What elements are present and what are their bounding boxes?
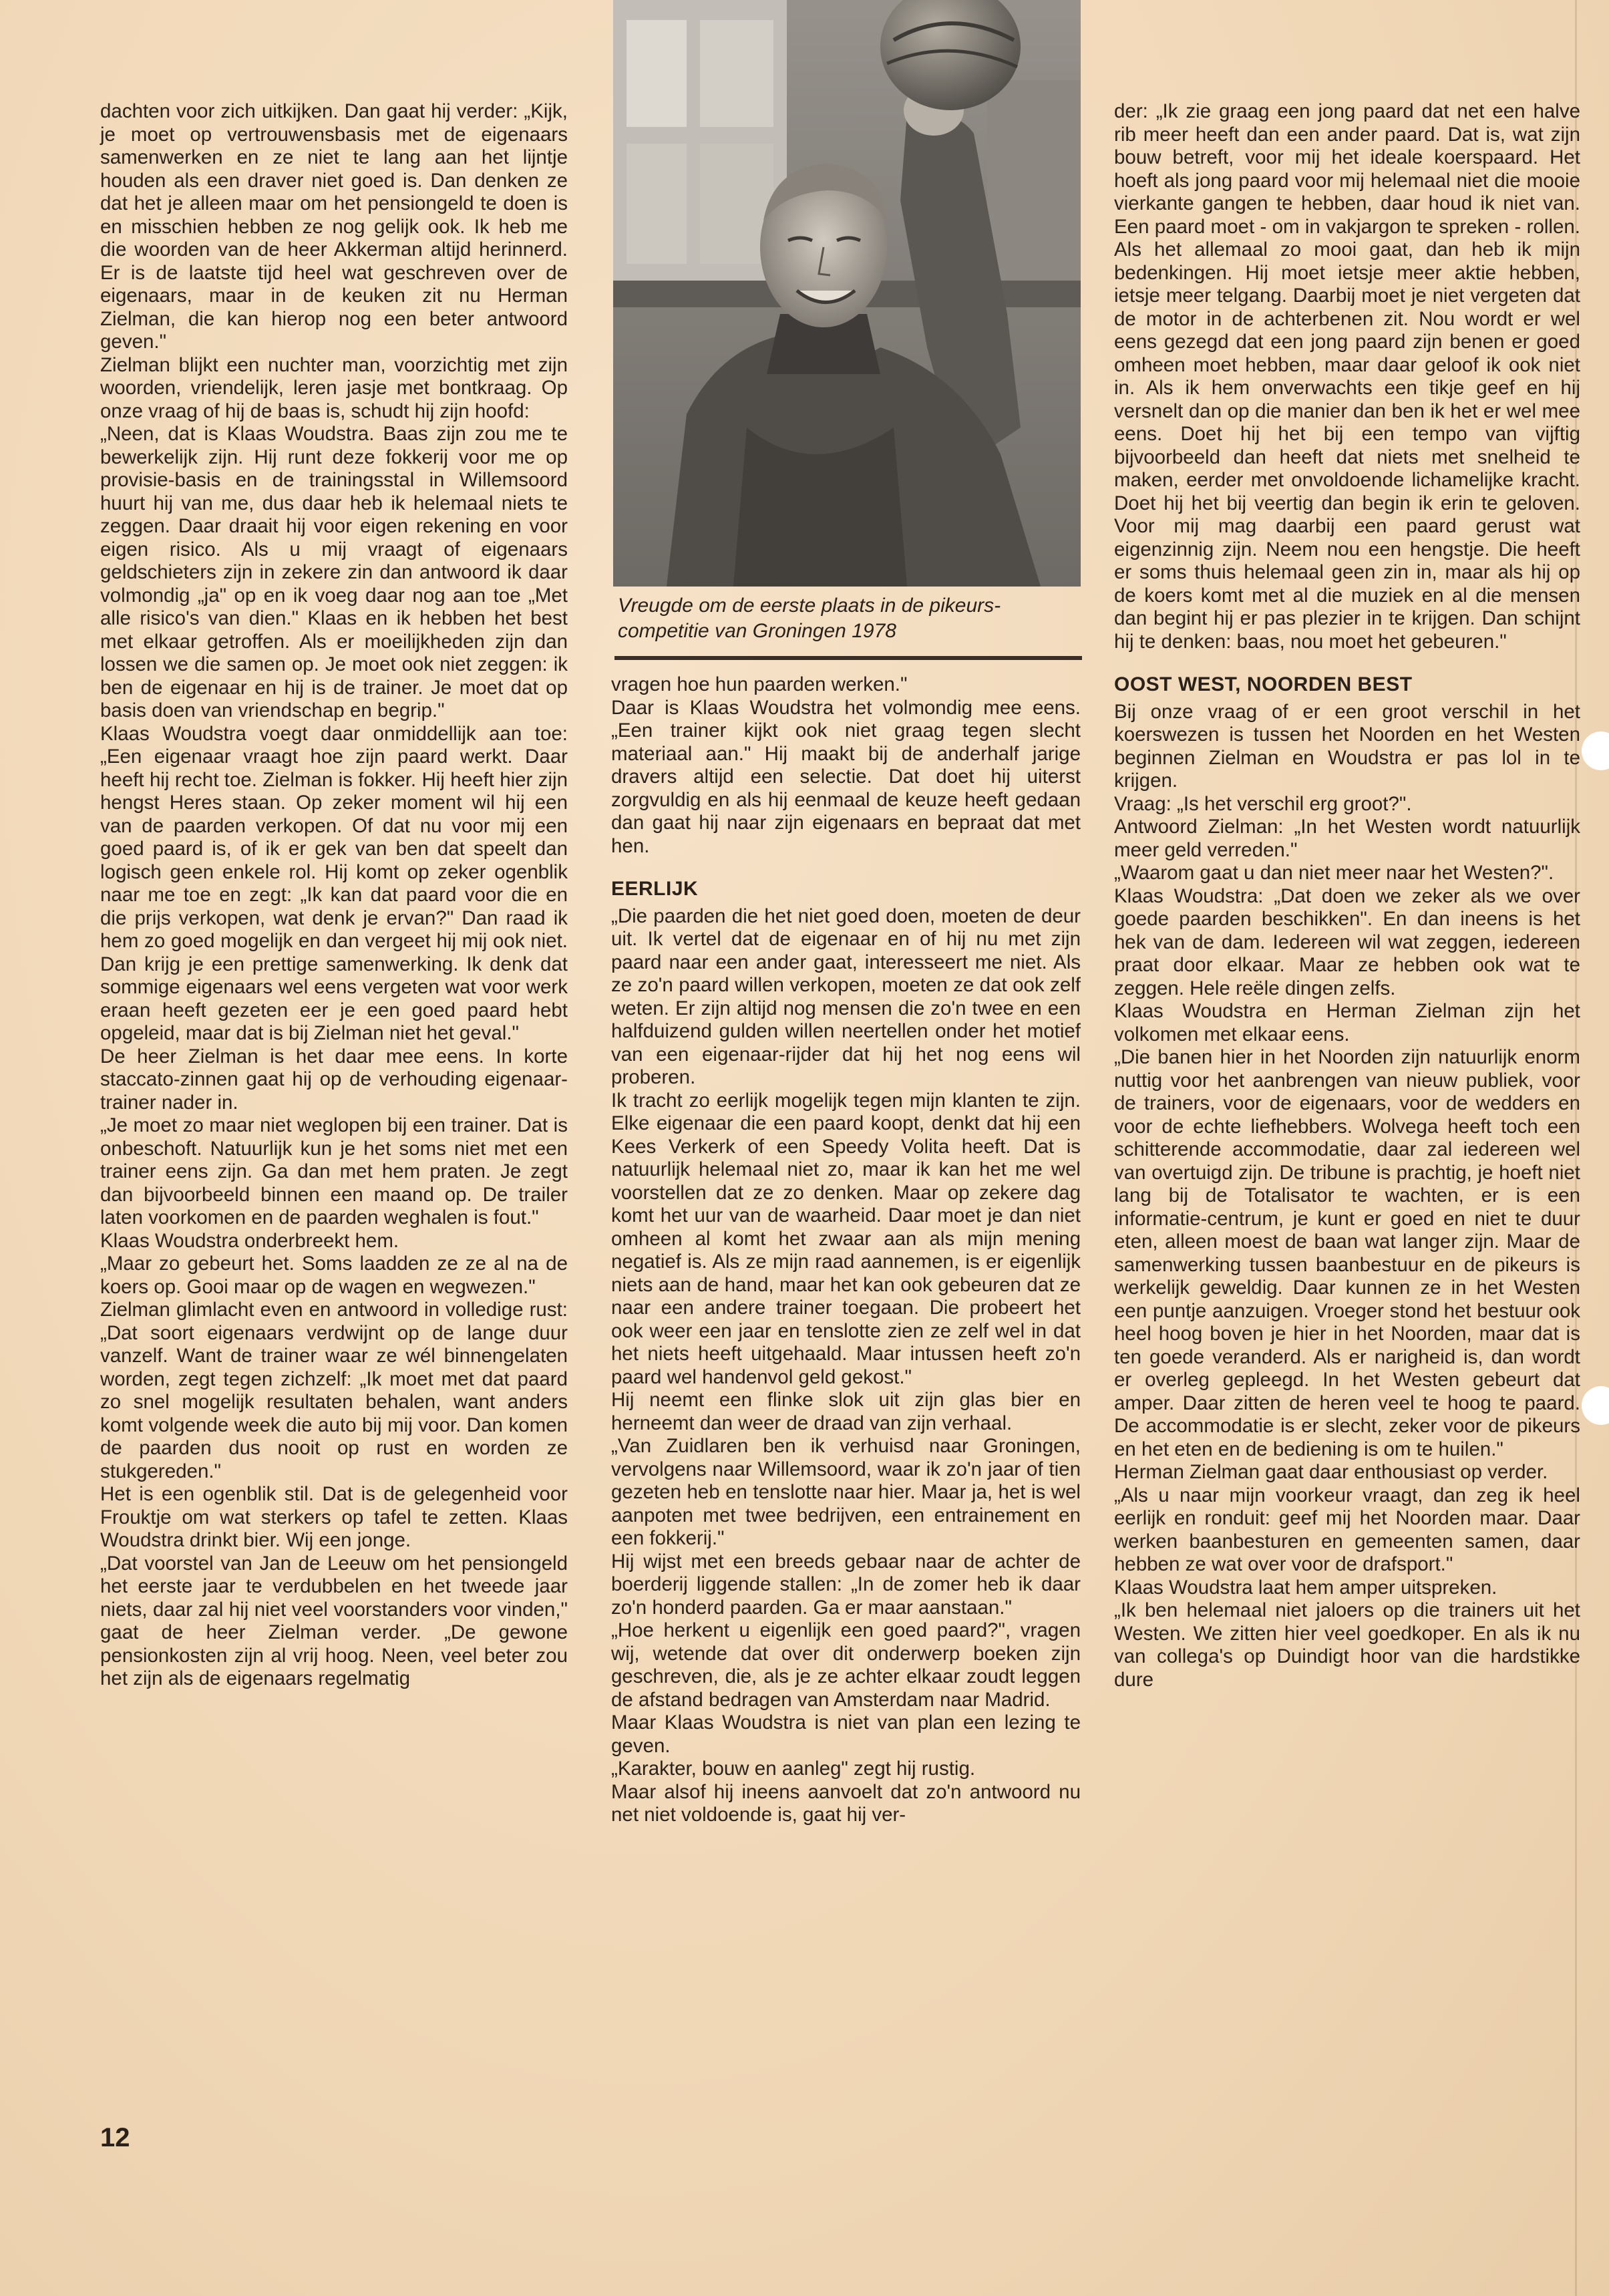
paragraph: Zielman blijkt een nuchter man, voorzichtig met zijn woorden, vriendelijk, leren jasje met bontkraag. Op onze vraag of hij de baas is, schudt hij zijn hoofd: (100, 353, 568, 422)
caption-line: competitie van Groningen 1978 (618, 620, 896, 642)
subheading-oost-west: OOST WEST, NOORDEN BEST (1114, 673, 1413, 695)
article-column-middle (611, 673, 1081, 1827)
paragraph: „Dat voorstel van Jan de Leeuw om het pensiongeld het eerste jaar te verdubbelen en het tweede jaar niets, daar zal hij niet veel voorstanders voor vinden," gaat de heer Zielman verder. „De gewone pensionkosten zijn al vrij hoog. Neen, veel beter zou het zijn als de eigenaars regelmatig (100, 1552, 568, 1689)
paragraph: Klaas Woudstra onderbreekt hem. (100, 1229, 399, 1252)
paragraph: Maar Klaas Woudstra is niet van plan een lezing te geven. (611, 1711, 1081, 1757)
paragraph: „Van Zuidlaren ben ik verhuisd naar Groningen, vervolgens naar Willemsoord, waar ik zo'n jaar of tien gezeten heb en tenslotte naar hier. Maar ja, het is wel aanpoten met twee bedrijven, een entrainement en een fokkerij." (611, 1435, 1081, 1549)
paragraph: „Die paarden die het niet goed doen, moeten de deur uit. Ik vertel dat de eigenaar en of hij nu met zijn paard naar een ander gaat, interesseert me niet. Als ze zo'n paard willen verkopen, moeten ze dat ook zelf weten. Er zijn altijd nog mensen die zo'n twee en een halfduizend gulden willen neertellen onder het motief van een eigenaar-rijder dat hij het nog eens wil proberen. (611, 905, 1081, 1088)
paragraph: Herman Zielman gaat daar enthousiast op verder. (1114, 1461, 1548, 1483)
paragraph: Antwoord Zielman: „In het Westen wordt natuurlijk meer geld verreden." (1114, 816, 1580, 861)
paragraph: Klaas Woudstra: „Dat doen we zeker als we over goede paarden beschikken". En dan ineens is het hek van de dam. Iedereen wil wat zeggen, iedereen praat door elkaar. Maar ze hebben ook wat te zeggen. Hele reële dingen zelfs. (1114, 884, 1580, 999)
paragraph: „Maar zo gebeurt het. Soms laadden ze ze al na de koers op. Gooi maar op de wagen en wegwezen." (100, 1253, 568, 1298)
paragraph: vragen hoe hun paarden werken." (611, 673, 908, 695)
paragraph: Klaas Woudstra voegt daar onmiddellijk aan toe: „Een eigenaar vraagt hoe zijn paard werkt. Daar heeft hij recht toe. Zielman is fokker. Hij heeft hier zijn hengst Heres staan. Op zeker moment wil hij een van de paarden verkopen. Of dat nu voor mij een goed paard is, of ik er gek van ben dat speelt dan logisch geen enkele rol. Hij komt op zeker ogenblik naar me toe en zegt: „Ik kan dat paard voor die en die prijs verkopen, wat denk je ervan?" Dan raad ik hem zo goed mogelijk en dan vergeet hij mij ook niet. Dan krijg je een prettige samenwerking. Ik denk dat sommige eigenaars wel eens vergeten wat voor werk eraan heeft gezeten eer je een goed paard hebt opgeleid, maar dat is bij Zielman niet het geval." (100, 722, 568, 1044)
paragraph: Het is een ogenblik stil. Dat is de gelegenheid voor Frouktje om wat sterkers op tafel te zetten. Klaas Woudstra drinkt bier. Wij een jonge. (100, 1483, 568, 1551)
page-number: 12 (100, 2123, 130, 2152)
paragraph: De heer Zielman is het daar mee eens. In korte staccato-zinnen gaat hij op de verhouding eigenaar-trainer nader in. (100, 1045, 568, 1114)
paragraph: Klaas Woudstra laat hem amper uitspreken. (1114, 1576, 1497, 1599)
paragraph: Klaas Woudstra en Herman Zielman zijn het volkomen met elkaar eens. (1114, 1000, 1580, 1045)
paragraph: Ik tracht zo eerlijk mogelijk tegen mijn klanten te zijn. Elke eigenaar die een paard koopt, denkt dat hij een Kees Verkerk of een Speedy Volita heeft. Dat is natuurlijk helemaal niet zo, maar ik kan het me wel voorstellen dat ze zo denken. Maar op zekere dag komt het uur van de waarheid. Daar moet je dan niet omheen al komt het zwaar aan als mijn mening negatief is. Als ze mijn raad aannemen, is er eigenlijk niets aan de hand, maar het kan ook gebeuren dat ze naar een andere trainer toegaan. Die probeert het ook weer een jaar en tenslotte zien ze zelf wel in dat het niets heeft uitgehaald. Maar intussen heeft zo'n paard wel handenvol geld gekost." (611, 1089, 1081, 1388)
photo-trainer-celebrating (613, 0, 1081, 587)
paragraph: „Ik ben helemaal niet jaloers op die trainers uit het Westen. We zitten hier veel goedkoper. En als ik nu van collega's op Duindigt hoor van die hardstikke dure (1114, 1599, 1580, 1691)
article-column-right (1114, 100, 1580, 1691)
paragraph: „Die banen hier in het Noorden zijn natuurlijk enorm nuttig voor het aanbrengen van nieuw publiek, voor de trainers, voor de eigenaars, voor de wedders en voor de echte liefhebbers. Wolvega heeft toch een schitterende accommodatie, daar zal iedereen wel van overtuigd zijn. De tribune is prachtig, je hoeft niet lang bij de Totalisator te wachten, er is een informatie-centrum, je kunt er goed en niet te duur eten, alleen moest de baan wat langer zijn. Maar de samenwerking tussen baanbestuur en de pikeurs is werkelijk geweldig. Daar kunnen ze in het Westen een puntje aanzuigen. Vroeger stond het bestuur ook heel hoog boven je hier in het Noorden, maar dat is ten goede veranderd. Als er narigheid is, dan wordt er overleg gepleegd. In het Westen gebeurt dat amper. Daar zitten de heren veel te hoog te paard. De accommodatie is er slecht, zeker voor de pikeurs en het eten en de bediening is om te huilen." (1114, 1046, 1580, 1460)
paragraph: „Karakter, bouw en aanleg" zegt hij rustig. (611, 1758, 976, 1780)
article-column-left (100, 100, 568, 1691)
punch-hole (1582, 1386, 1609, 1425)
paragraph: „Neen, dat is Klaas Woudstra. Baas zijn zou me te bewerkelijk zijn. Hij runt deze fokkerij voor me op provisie-basis en de trainingsstal in Willemsoord huurt hij van me, dus daar heb ik helemaal niets te zeggen. Daar draait hij voor eigen rekening en voor eigen risico. Als u mij vraagt of eigenaars geldschieters zijn in zekere zin dan antwoord ik daar volmondig „ja" op en ik voeg daar nog aan toe „Met alle risico's van dien." Klaas en ik hebben het best met elkaar getroffen. Als er moeilijkheden zijn dan lossen we die samen op. Je moet ook niet zeggen: ik ben de eigenaar en hij is de trainer. Je moet dat op basis doen van vriendschap en begrip." (100, 423, 568, 721)
paragraph: „Je moet zo maar niet weglopen bij een trainer. Dat is onbeschoft. Natuurlijk kun je het soms niet met een trainer eens zijn. Ga dan met hem praten. Je zegt dan bijvoorbeeld binnen een maand op. De trailer laten voorkomen en de paarden weghalen is fout." (100, 1114, 568, 1228)
punch-hole (1582, 731, 1609, 770)
paragraph: „Hoe herkent u eigenlijk een goed paard?", vragen wij, wetende dat over dit onderwerp boeken zijn geschreven, die, als je ze achter elkaar zoudt leggen de afstand bedragen van Amsterdam naar Madrid. (611, 1619, 1081, 1711)
paragraph: Bij onze vraag of er een groot verschil in het koerswezen is tussen het Noorden en het Westen beginnen Zielman en Woudstra er pas lol in te krijgen. (1114, 700, 1580, 792)
paragraph: Vraag: „Is het verschil erg groot?". (1114, 792, 1412, 815)
subheading-eerlijk: EERLIJK (611, 878, 699, 900)
paragraph: Zielman glimlacht even en antwoord in volledige rust: „Dat soort eigenaars verdwijnt op de lange duur vanzelf. Want de trainer waar ze wél binnengelaten worden, zegt tegen zichzelf: „Ik moet met dat paard zo snel mogelijk resultaten behalen, want anders komt volgende week die auto bij mij voor. Dan komen de paarden dus nooit op rust en worden ze stukgereden." (100, 1299, 568, 1482)
paragraph: dachten voor zich uitkijken. Dan gaat hij verder: „Kijk, je moet op vertrouwensbasis met de eigenaars samenwerken en ze niet te lang aan het lijntje houden als een draver niet goed is. Dan denken ze dat het je alleen maar om het pensiongeld te doen is en misschien hebben ze nog gelijk ook. Ik heb me die woorden van de heer Akkerman altijd herinnerd. Er is de laatste tijd heel wat geschreven over de eigenaars, maar in de keuken zit nu Herman Zielman, die kan hierop nog een beter antwoord geven." (100, 100, 568, 353)
paragraph: „Als u naar mijn voorkeur vraagt, dan zeg ik heel eerlijk en ronduit: geef mij het Noorden maar. Daar werken baanbesturen en gemeenten samen, daar hebben ze wat over voor de drafsport." (1114, 1484, 1580, 1575)
paragraph: Hij neemt een flinke slok uit zijn glas bier en herneemt dan weer de draad van zijn verhaal. (611, 1389, 1081, 1434)
photo-caption (618, 593, 1082, 644)
paragraph: Daar is Klaas Woudstra het volmondig mee eens. „Een trainer kijkt ook niet graag tegen slecht materiaal aan." Hij maakt bij de anderhalf jarige dravers altijd een selectie. Dat doet hij uiterst zorgvuldig en als hij eenmaal de keuze heeft gedaan dan gaat hij naar zijn eigenaars en bepraat dat met hen. (611, 696, 1081, 857)
paragraph: Maar alsof hij ineens aanvoelt dat zo'n antwoord nu net niet voldoende is, gaat hij ver- (611, 1780, 1081, 1826)
paragraph: „Waarom gaat u dan niet meer naar het Westen?". (1114, 862, 1554, 884)
paragraph: der: „Ik zie graag een jong paard dat net een halve rib meer heeft dan een ander paard. Dat is, wat zijn bouw betreft, voor mij het ideale koerspaard. Het hoeft als jong paard voor mij helemaal niet die mooie vierkante gangen te hebben, daar houd ik niet van. Een paard moet - om in vakjargon te spreken - rollen. Als het allemaal zo mooi gaat, dan heb ik mijn bedenkingen. Hij moet ietsje meer aktie hebben, ietsje meer telgang. Daarbij moet je niet vergeten dat de motor in de achterbenen zit. Nou wordt er wel eens gezegd dat een jong paard zijn benen er goed omheen moet hebben, maar daar geloof ik ook niet in. Als ik hem onverwachts een tikje geef en hij versnelt dan op die manier dan ben ik het er wel mee eens. Doet hij het bij een tempo van vijftig bijvoorbeeld dan heeft dat niets met snelheid te maken, eerder met onvoldoende lichamelijke kracht. Doet hij het bij veertig dan begin ik erin te geloven. Voor mij mag daarbij een paard gerust wat eigenzinnig zijn. Neem nou een hengstje. Die heeft er soms thuis helemaal geen zin in, maar als hij op de koers komt met al die muziek en al die mensen dan begint hij er pas plezier in te krijgen. Dan schijnt hij te denken: baas, nou moet het gebeuren." (1114, 100, 1580, 653)
paragraph: Hij wijst met een breeds gebaar naar de achter de boerderij liggende stallen: „In de zomer heb ik daar zo'n honderd paarden. Ga er maar aanstaan." (611, 1550, 1081, 1619)
caption-divider (614, 656, 1082, 660)
photo-image (613, 0, 1081, 587)
caption-line: Vreugde om de eerste plaats in de pikeurs- (618, 595, 1001, 617)
